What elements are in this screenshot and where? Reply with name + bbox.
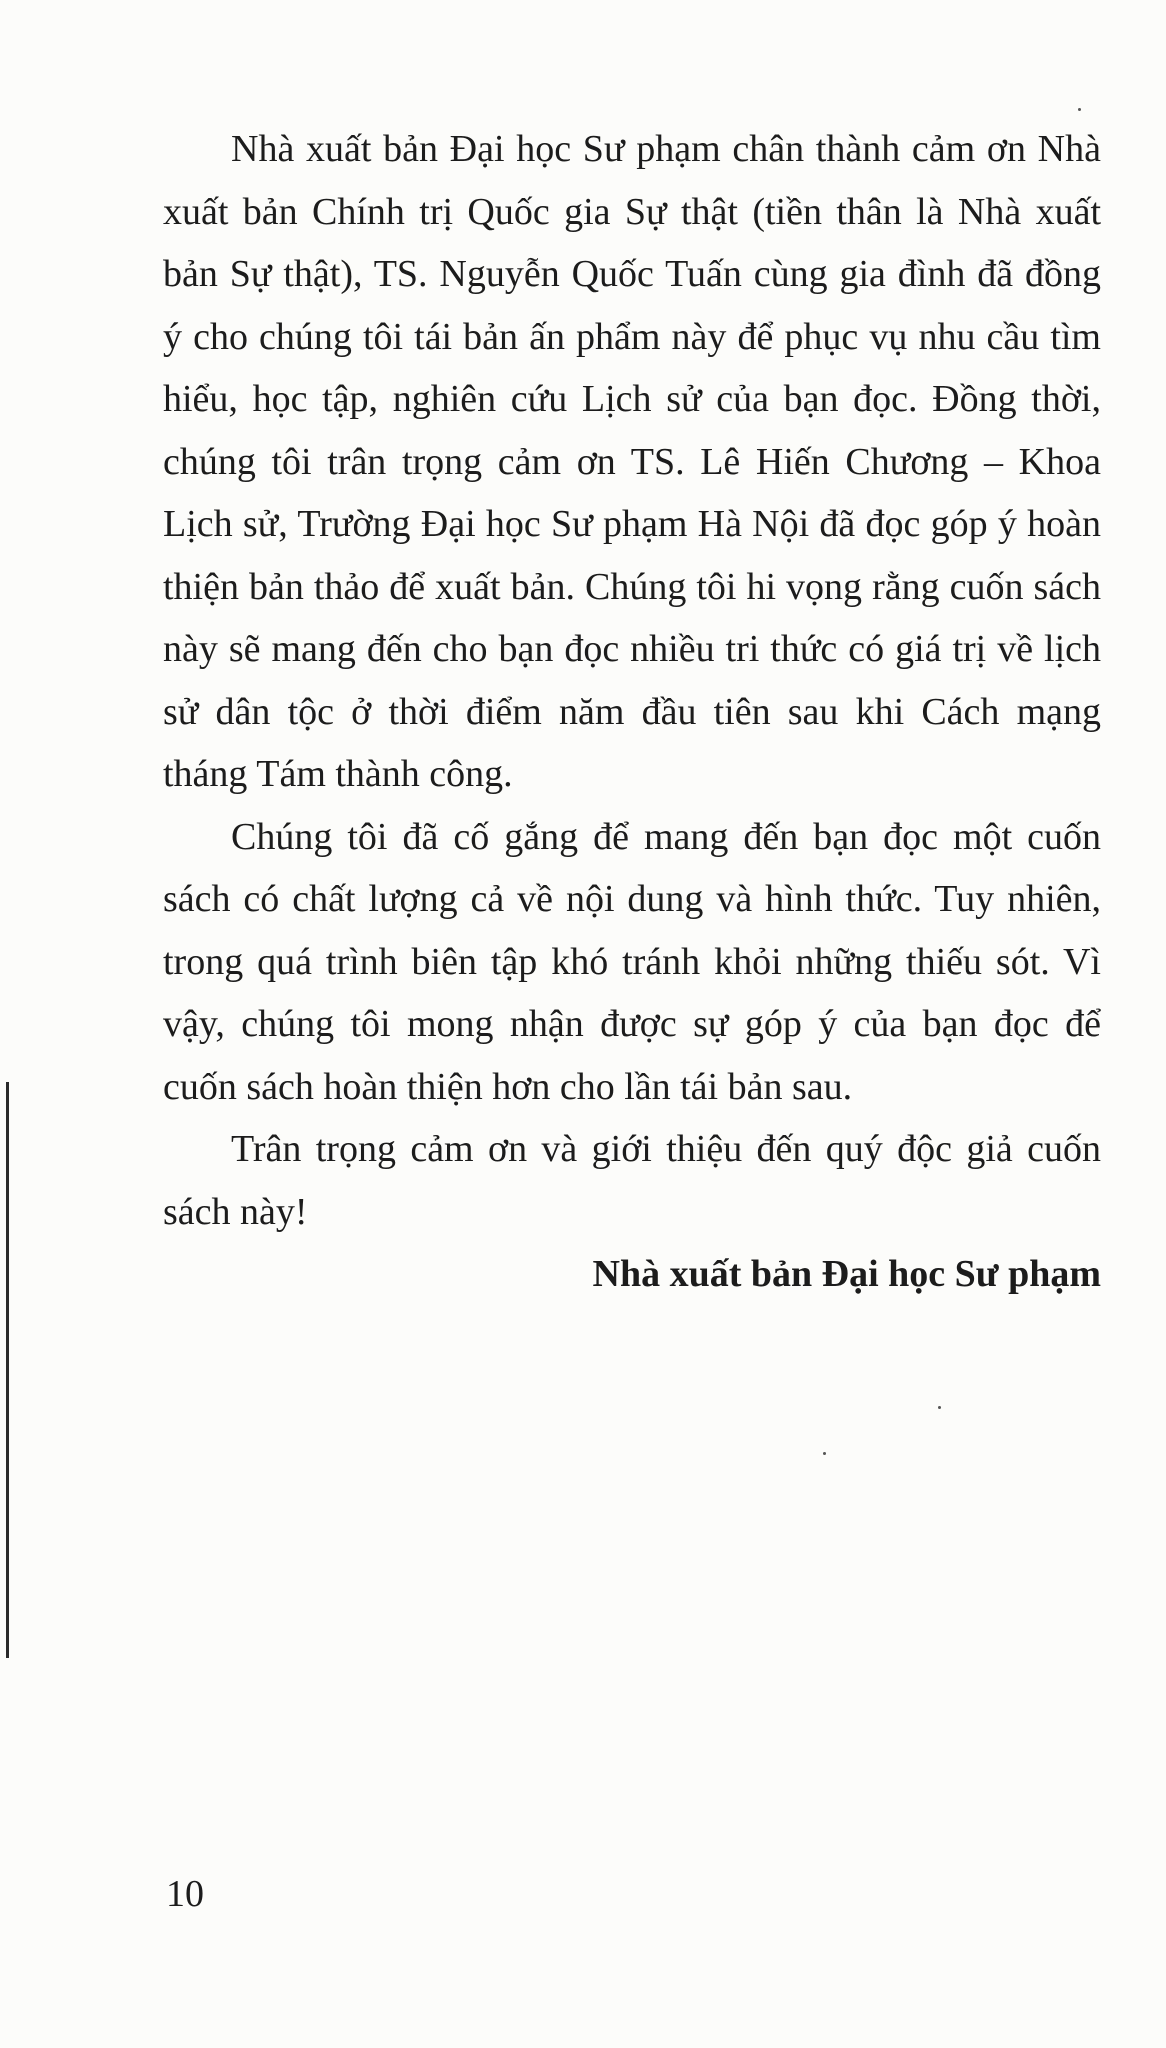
paragraph-acknowledgement: Nhà xuất bản Đại học Sư phạm chân thành cảm ơn Nhà xuất bản Chính trị Quốc gia Sự thật (tiền thân là Nhà xuất bản Sự thật), TS. Nguyễn Quốc Tuấn cùng gia đình đã đồng ý cho chúng tôi tái bản ấn phẩm này để phục vụ nhu cầu tìm hiểu, học tập, nghiên cứu Lịch sử của bạn đọc. Đồng thời, chúng tôi trân trọng cảm ơn TS. Lê Hiến Chương – Khoa Lịch sử, Trường Đại học Sư phạm Hà Nội đã đọc góp ý hoàn thiện bản thảo để xuất bản. Chúng tôi hi vọng rằng cuốn sách này sẽ mang đến cho bạn đọc nhiều tri thức có giá trị về lịch sử dân tộc ở thời điểm năm đầu tiên sau khi Cách mạng tháng Tám thành công.	[163, 128, 1101, 795]
publisher-signature: Nhà xuất bản Đại học Sư phạm	[592, 1253, 1101, 1295]
scan-speck	[823, 1452, 826, 1455]
scan-speck	[1078, 108, 1081, 111]
paragraph-apology: Chúng tôi đã cố gắng để mang đến bạn đọc một cuốn sách có chất lượng cả về nội dung và hình thức. Tuy nhiên, trong quá trình biên tập khó tránh khỏi những thiếu sót. Vì vậy, chúng tôi mong nhận được sự góp ý của bạn đọc để cuốn sách hoàn thiện hơn cho lần tái bản sau.	[163, 815, 1101, 1108]
scan-speck	[938, 1406, 941, 1409]
paragraph-closing: Trân trọng cảm ơn và giới thiệu đến quý độc giả cuốn sách này!	[163, 1128, 1101, 1233]
page-number: 10	[166, 1873, 204, 1915]
body-text	[163, 118, 1101, 1306]
scan-edge-line	[6, 1082, 9, 1658]
